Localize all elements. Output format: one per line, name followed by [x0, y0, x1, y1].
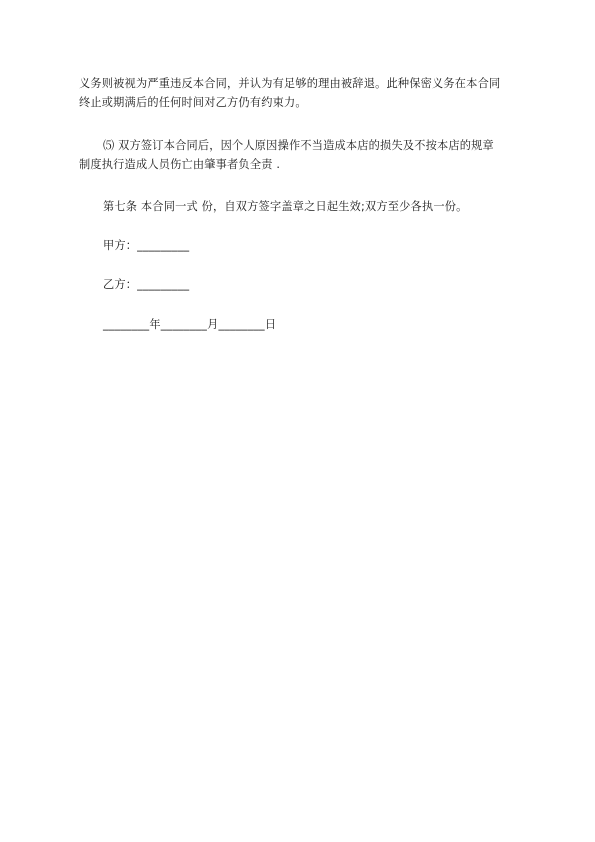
liability-text-line-1: ⑸ 双方签订本合同后，因个人原因操作不当造成本店的损失及不按本店的规章	[103, 139, 494, 152]
confidentiality-text-line-1: 义务则被视为严重违反本合同，并认为有足够的理由被辞退。此种保密义务在本合同	[79, 77, 501, 90]
party-b-signature-line: 乙方：_________	[103, 278, 190, 291]
date-line: ________年________月________日	[103, 318, 277, 331]
party-a-signature-line: 甲方：_________	[103, 239, 190, 252]
liability-text-line-2: 制度执行造成人员伤亡由肇事者负全责 .	[79, 158, 281, 171]
article-seven-text: 第七条 本合同一式 份，自双方签字盖章之日起生效;双方至少各执一份。	[103, 200, 468, 213]
confidentiality-text-line-2: 终止或期满后的任何时间对乙方仍有约束力。	[79, 96, 307, 109]
